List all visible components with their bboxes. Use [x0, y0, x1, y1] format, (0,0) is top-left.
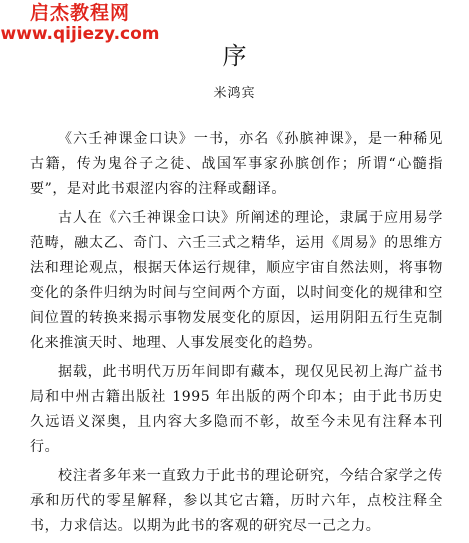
watermark-site-name: 启杰教程网: [29, 2, 130, 24]
paragraph-1: 《六壬神课金口诀》一书，亦名《孙膑神课》，是一种稀见古籍，传为鬼谷子之徒、战国军事家孙膑创作；所谓“心髓指要”，是对此书艰涩内容的注释或翻译。: [30, 131, 443, 197]
page-title: 序: [222, 42, 247, 70]
author-name: 米鸿宾: [213, 86, 256, 101]
document-body: [30, 127, 443, 543]
paragraph-4: 校注者多年来一直致力于此书的理论研究，今结合家学之传承和历代的零星解释，参以其它古籍，历时六年，点校注释全书，力求信达。以期为此书的客观的研究尽一己之力。: [30, 468, 443, 534]
paragraph-2: 古人在《六壬神课金口诀》所阐述的理论，隶属于应用易学范畴，融太乙、奇门、六壬三式之精华，运用《周易》的思维方法和理论观点，根据天体运行规律，顺应宇宙自然法则，将事物变化的条件归纳为时间与空间两个方面，以时间变化的规律和空间位置的转换来揭示事物发展变化的原因，运用阴阳五行生克制化来推演天时、地理、人事发展变化的趋势。: [30, 210, 443, 351]
watermark: [0, 2, 160, 44]
watermark-url: www.qijiezy.com: [0, 24, 160, 44]
paragraph-3: 据载，此书明代万历年间即有藏本，现仅见民初上海广益书局和中州古籍出版社 1995 年出版的两个印本；由于此书历史久远语义深奥，且内容大多隐而不彰，故至今未见有注释本刊行。: [30, 364, 443, 455]
